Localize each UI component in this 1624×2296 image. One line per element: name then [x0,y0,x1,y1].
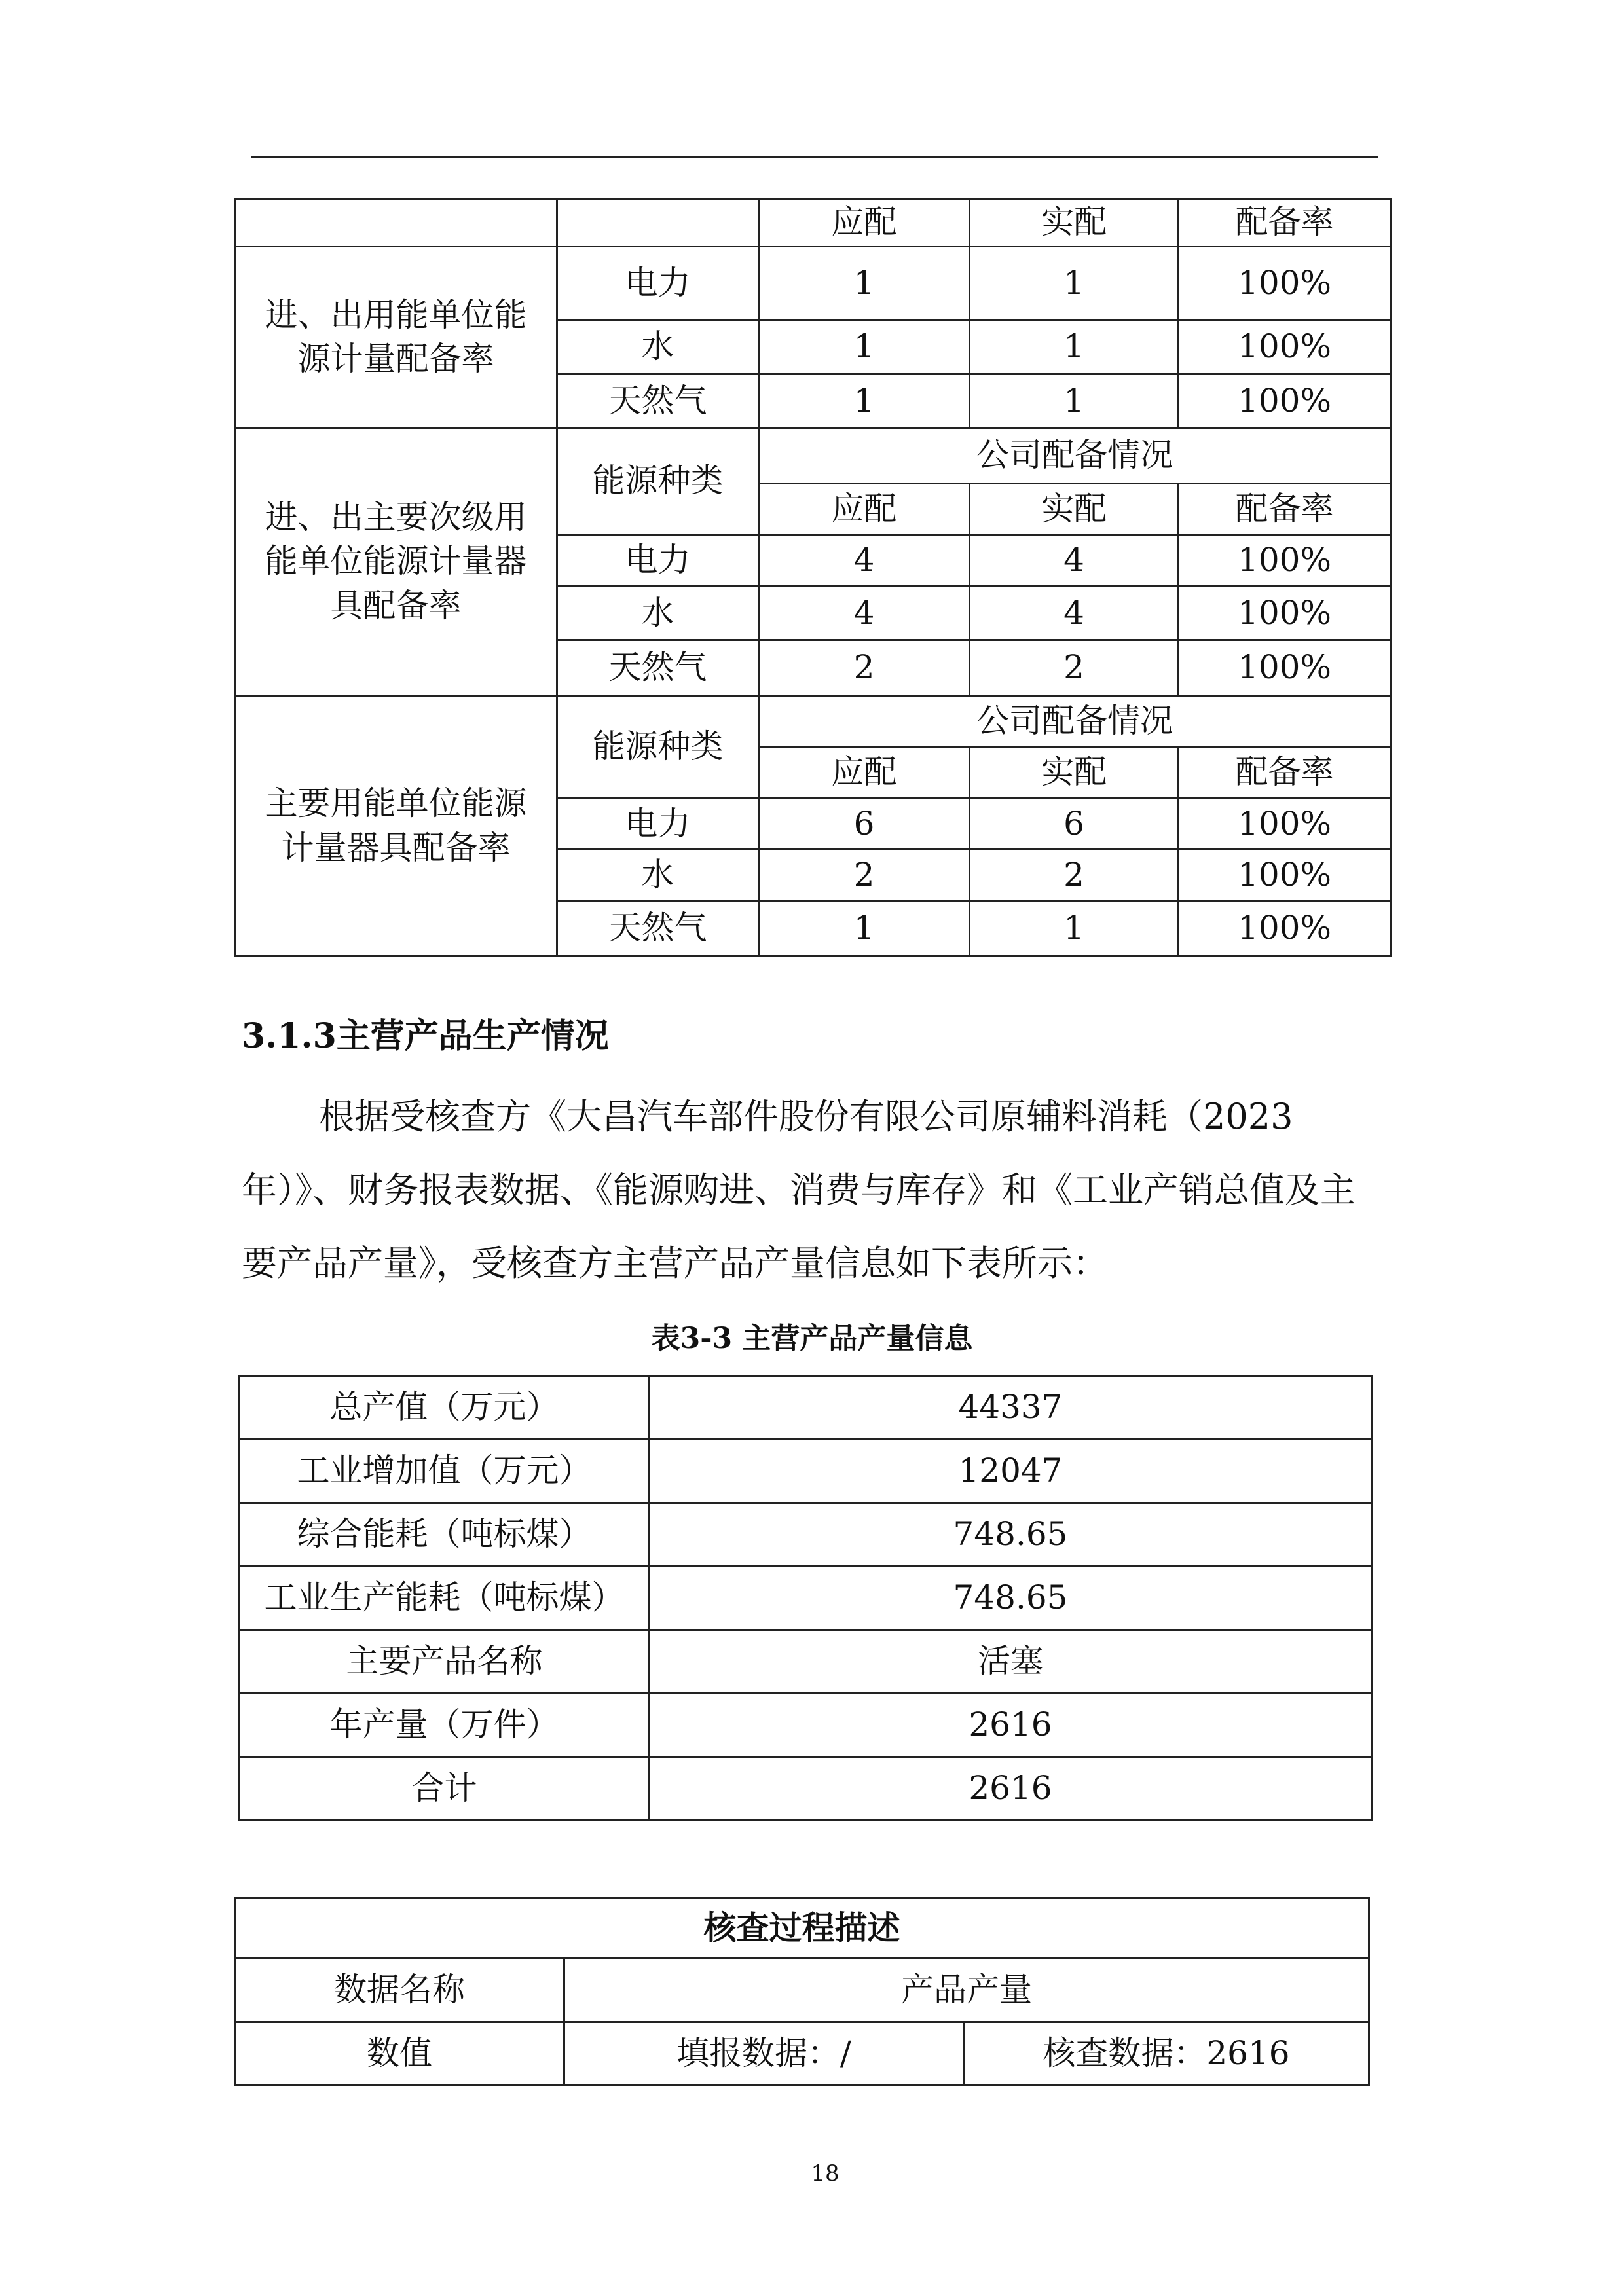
header-cell: 实配 [970,199,1179,247]
energy-type: 天然气 [557,640,759,696]
energy-type: 电力 [557,799,759,850]
row-value: 748.65 [650,1567,1372,1630]
row-value: 2616 [650,1694,1372,1757]
header-cell [235,199,557,247]
rate: 100% [1179,850,1391,901]
actual-count: 6 [970,799,1179,850]
rate: 100% [1179,640,1391,696]
energy-type: 水 [557,587,759,640]
required-count: 1 [759,374,970,428]
actual-count: 1 [970,374,1179,428]
table-row [240,1503,1372,1567]
row-label: 年产量（万件） [240,1694,650,1757]
type-header: 能源种类 [557,696,759,799]
header-rule [251,156,1378,158]
section-label: 进、出用能单位能源计量配备率 [235,247,557,428]
energy-type: 水 [557,850,759,901]
row-value: 2616 [650,1757,1372,1821]
table-row [235,2022,1369,2085]
row-label: 合计 [240,1757,650,1821]
value-label: 数值 [235,2022,564,2085]
sub-header: 配备率 [1179,747,1391,799]
row-value: 44337 [650,1376,1372,1440]
table-row [235,428,1391,484]
table-row [240,1376,1372,1440]
actual-count: 1 [970,247,1179,320]
data-name-value: 产品产量 [564,1958,1369,2022]
page-number: 18 [811,2160,840,2187]
table-row [235,696,1391,747]
required-count: 1 [759,901,970,957]
sub-header: 实配 [970,747,1179,799]
table-row [235,247,1391,320]
actual-count: 1 [970,320,1179,374]
sub-header: 应配 [759,484,970,535]
actual-count: 4 [970,535,1179,587]
energy-type: 天然气 [557,901,759,957]
row-label: 工业增加值（万元） [240,1440,650,1503]
required-count: 2 [759,640,970,696]
row-label: 主要产品名称 [240,1630,650,1694]
table-row [240,1694,1372,1757]
required-count: 6 [759,799,970,850]
rate: 100% [1179,535,1391,587]
header-cell [557,199,759,247]
reported-value: 填报数据：/ [564,2022,964,2085]
table-header-row [235,199,1391,247]
actual-count: 2 [970,640,1179,696]
table-row [235,1958,1369,2022]
actual-count: 4 [970,587,1179,640]
rate: 100% [1179,374,1391,428]
energy-type: 电力 [557,535,759,587]
row-value: 12047 [650,1440,1372,1503]
rate: 100% [1179,901,1391,957]
required-count: 4 [759,535,970,587]
rate: 100% [1179,587,1391,640]
table-row [240,1630,1372,1694]
table-title-row [235,1899,1369,1958]
required-count: 4 [759,587,970,640]
actual-count: 2 [970,850,1179,901]
product-output-table [238,1375,1373,1821]
rate: 100% [1179,799,1391,850]
energy-type: 电力 [557,247,759,320]
table-title: 核查过程描述 [235,1899,1369,1958]
header-cell: 配备率 [1179,199,1391,247]
section-heading: 3.1.3主营产品生产情况 [242,1016,609,1056]
group-header: 公司配备情况 [759,696,1391,747]
group-header: 公司配备情况 [759,428,1391,484]
required-count: 1 [759,247,970,320]
type-header: 能源种类 [557,428,759,535]
body-paragraph: 根据受核查方《大昌汽车部件股份有限公司原辅料消耗（2023年）》、财务报表数据、《能源购进、消费与库存》和《工业产销总值及主要产品产量》，受核查方主营产品产量信息如下表所示： [242,1096,1356,1284]
row-value: 活塞 [650,1630,1372,1694]
section-label: 主要用能单位能源计量器具配备率 [235,696,557,957]
table-row [240,1757,1372,1821]
verified-value: 核查数据：2616 [964,2022,1369,2085]
row-label: 综合能耗（吨标煤） [240,1503,650,1567]
rate: 100% [1179,247,1391,320]
data-name-label: 数据名称 [235,1958,564,2022]
actual-count: 1 [970,901,1179,957]
row-label: 总产值（万元） [240,1376,650,1440]
verification-process-table [234,1897,1370,2086]
sub-header: 配备率 [1179,484,1391,535]
sub-header: 应配 [759,747,970,799]
sub-header: 实配 [970,484,1179,535]
section-label: 进、出主要次级用能单位能源计量器具配备率 [235,428,557,696]
rate: 100% [1179,320,1391,374]
row-value: 748.65 [650,1503,1372,1567]
metering-equipment-table [234,198,1392,957]
energy-type: 水 [557,320,759,374]
required-count: 2 [759,850,970,901]
header-cell: 应配 [759,199,970,247]
table-row [240,1567,1372,1630]
required-count: 1 [759,320,970,374]
row-label: 工业生产能耗（吨标煤） [240,1567,650,1630]
table-row [240,1440,1372,1503]
table-caption: 表3-3 主营产品产量信息 [651,1322,973,1355]
energy-type: 天然气 [557,374,759,428]
